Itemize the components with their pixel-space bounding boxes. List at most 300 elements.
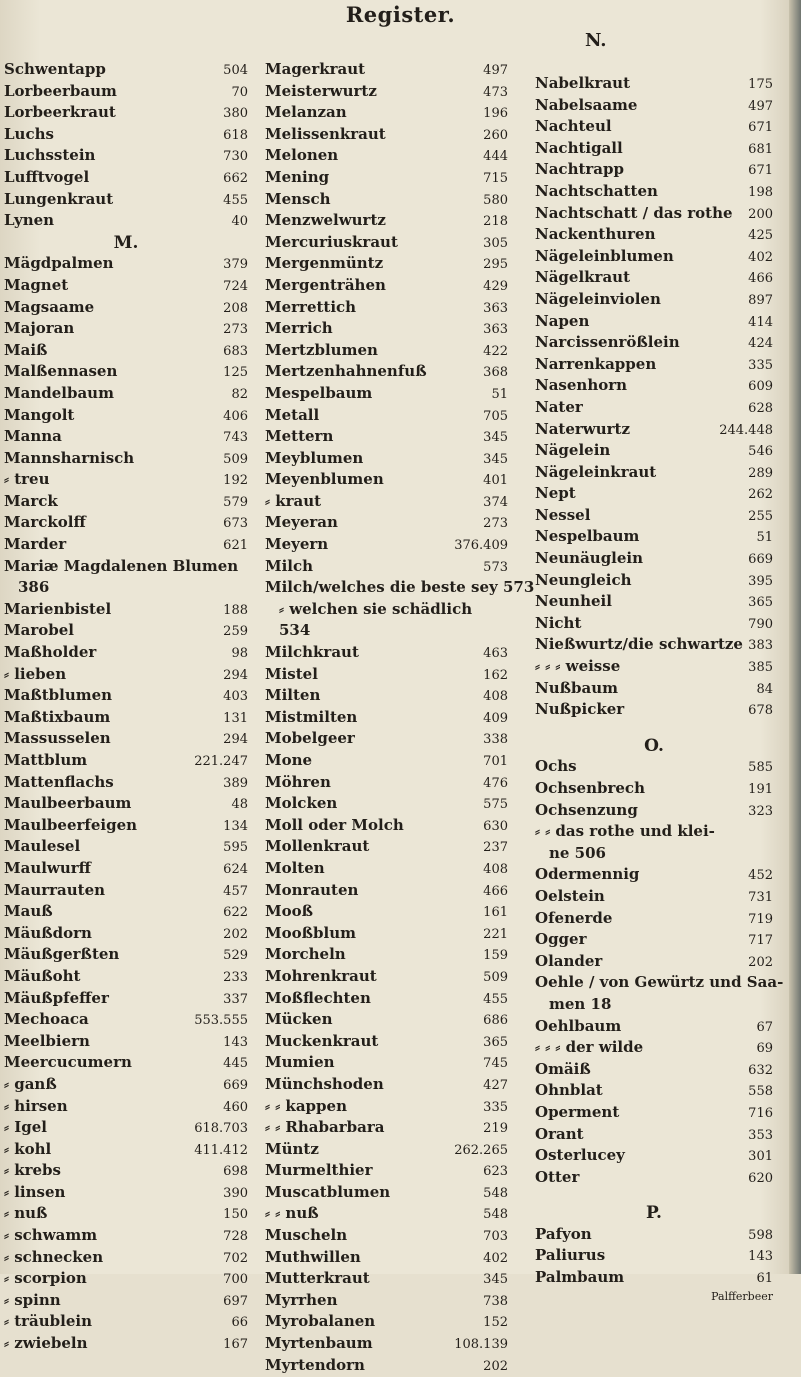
- entry-term: Muckenkraut: [265, 1031, 379, 1050]
- entry-term: Operment: [535, 1102, 620, 1121]
- entry-term: ⸗ linsen: [4, 1182, 66, 1201]
- index-entry: [265, 859, 508, 881]
- entry-page-number: 273: [223, 322, 248, 338]
- index-entry: [535, 117, 773, 139]
- entry-term: Mergenmüntz: [265, 254, 384, 273]
- index-entry: [4, 967, 248, 989]
- index-entry: [4, 60, 248, 82]
- entry-page-number: 395: [748, 573, 773, 589]
- entry-page-number: 429: [483, 278, 508, 294]
- entry-page-number: 457: [223, 883, 248, 899]
- entry-page-number: 48: [231, 797, 248, 813]
- index-entry: [4, 341, 248, 363]
- entry-page-number: 669: [223, 1077, 248, 1093]
- index-entry: [265, 773, 508, 795]
- entry-term: Lynen: [4, 211, 55, 230]
- entry-text: ⸗ welchen sie schädlich: [279, 599, 473, 618]
- index-entry: [265, 578, 535, 600]
- entry-term: Palmbaum: [535, 1268, 625, 1287]
- entry-term: ⸗ kraut: [265, 491, 322, 510]
- entry-term: Ochs: [535, 757, 577, 776]
- index-entry: [535, 1125, 773, 1147]
- index-entry: [265, 967, 508, 989]
- entry-text: Palfferbeer: [711, 1289, 773, 1303]
- index-entry: [535, 1168, 773, 1190]
- entry-page-number: 632: [748, 1062, 773, 1078]
- entry-page-number: 143: [748, 1249, 773, 1265]
- entry-page-number: 698: [223, 1164, 248, 1180]
- entry-term: Muscheln: [265, 1226, 348, 1245]
- index-entry: [4, 729, 248, 751]
- entry-page-number: 69: [756, 1041, 773, 1057]
- entry-term: Mertzblumen: [265, 340, 378, 359]
- index-entry: [4, 600, 248, 622]
- entry-term: Merrich: [265, 319, 333, 338]
- index-entry: [265, 103, 508, 125]
- index-entry: [265, 1269, 508, 1291]
- index-entry: [535, 1060, 773, 1082]
- entry-term: Molten: [265, 858, 325, 877]
- entry-term: Maßtixbaum: [4, 707, 111, 726]
- entry-term: Mumien: [265, 1053, 335, 1072]
- entry-page-number: 671: [748, 163, 773, 179]
- entry-page-number: 376.409: [454, 538, 508, 554]
- entry-page-number: 202: [748, 954, 773, 970]
- entry-term: Ofenerde: [535, 908, 613, 927]
- index-entry: [265, 643, 508, 665]
- entry-term: Müntz: [265, 1139, 319, 1158]
- entry-page-number: 295: [483, 257, 508, 273]
- entry-term: Nasenhorn: [535, 376, 628, 395]
- entry-page-number: 476: [483, 775, 508, 791]
- entry-page-number: 202: [223, 926, 248, 942]
- index-entry: [4, 945, 248, 967]
- entry-page-number: 51: [756, 530, 773, 546]
- entry-term: Olander: [535, 951, 603, 970]
- entry-term: Nabelsaame: [535, 95, 638, 114]
- index-column-2: [265, 60, 535, 1377]
- index-entry: [4, 470, 248, 492]
- entry-page-number: 192: [223, 473, 248, 489]
- index-entry: [4, 1334, 248, 1356]
- entry-term: Lufftvogel: [4, 167, 90, 186]
- entry-page-number: 455: [223, 192, 248, 208]
- index-entry: [535, 801, 773, 823]
- entry-term: Maulbeerbaum: [4, 794, 132, 813]
- entry-term: Melonen: [265, 146, 339, 165]
- entry-term: Nießwurtz/die schwartze: [535, 635, 743, 654]
- entry-term: Mägdpalmen: [4, 254, 114, 273]
- entry-page-number: 669: [748, 552, 773, 568]
- entry-term: Mooßblum: [265, 923, 356, 942]
- entry-text: 534: [279, 621, 311, 640]
- entry-page-number: 702: [223, 1250, 248, 1266]
- entry-term: ⸗ lieben: [4, 664, 67, 683]
- entry-text: men 18: [549, 994, 612, 1013]
- entry-term: Nept: [535, 484, 576, 503]
- index-entry: [265, 1053, 508, 1075]
- entry-page-number: 150: [223, 1207, 248, 1223]
- index-entry: [265, 1226, 508, 1248]
- entry-page-number: 681: [748, 141, 773, 157]
- index-entry: [265, 1204, 508, 1226]
- index-entry: [4, 1032, 248, 1054]
- entry-term: Mone: [265, 751, 313, 769]
- entry-page-number: 738: [483, 1293, 508, 1309]
- index-entry: [535, 865, 773, 887]
- index-entry: [535, 1146, 773, 1168]
- entry-page-number: 509: [223, 451, 248, 467]
- index-entry: [535, 74, 773, 96]
- entry-page-number: 84: [756, 681, 773, 697]
- entry-term: ⸗ scorpion: [4, 1269, 87, 1288]
- entry-page-number: 167: [223, 1337, 248, 1353]
- entry-page-number: 686: [483, 1013, 508, 1029]
- entry-term: ⸗ kohl: [4, 1139, 52, 1158]
- index-entry: [4, 427, 248, 449]
- entry-term: Magsaame: [4, 297, 95, 316]
- index-entry: [4, 837, 248, 859]
- index-entry: [535, 822, 773, 844]
- index-entry: [265, 1183, 508, 1205]
- entry-page-number: 529: [223, 948, 248, 964]
- page-edge: [789, 0, 801, 1274]
- entry-page-number: 221.247: [194, 754, 248, 769]
- entry-term: Lorbeerbaum: [4, 81, 117, 100]
- entry-term: Milten: [265, 686, 321, 705]
- index-entry: [4, 1140, 248, 1162]
- entry-page-number: 573: [483, 559, 508, 575]
- entry-page-number: 70: [231, 84, 248, 100]
- entry-page-number: 125: [223, 365, 248, 381]
- index-column-1: [4, 60, 248, 1356]
- entry-term: Milchkraut: [265, 643, 359, 662]
- entry-term: Neungleich: [535, 570, 632, 589]
- entry-term: Metall: [265, 405, 320, 424]
- index-entry: [535, 1103, 773, 1125]
- index-entry: [535, 779, 773, 801]
- entry-continuation: [265, 600, 508, 622]
- entry-page-number: 724: [223, 278, 248, 294]
- entry-term: Maulbeerfeigen: [4, 815, 138, 834]
- index-entry: [265, 729, 508, 751]
- entry-page-number: 363: [483, 322, 508, 338]
- index-entry: [4, 881, 248, 903]
- entry-page-number: 66: [231, 1315, 248, 1331]
- index-entry: [535, 463, 773, 485]
- entry-page-number: 409: [483, 710, 508, 726]
- entry-term: ⸗ ⸗ kappen: [265, 1096, 347, 1115]
- entry-term: Meisterwurtz: [265, 81, 377, 100]
- entry-page-number: 162: [483, 667, 508, 683]
- entry-page-number: 244.448: [719, 422, 773, 438]
- index-entry: [265, 406, 508, 428]
- index-entry: [4, 1226, 248, 1248]
- spacer: [535, 1189, 773, 1203]
- entry-page-number: 463: [483, 646, 508, 662]
- index-entry: [4, 449, 248, 471]
- entry-term: Mandelbaum: [4, 383, 114, 402]
- entry-term: ⸗ ⸗ Rhabarbara: [265, 1118, 385, 1137]
- entry-page-number: 403: [223, 689, 248, 705]
- entry-term: Mohrenkraut: [265, 966, 377, 985]
- entry-page-number: 425: [748, 228, 773, 244]
- index-entry: [265, 1032, 508, 1054]
- index-entry: [4, 492, 248, 514]
- index-entry: [4, 1097, 248, 1119]
- index-entry: [4, 773, 248, 795]
- entry-page-number: 363: [483, 300, 508, 316]
- entry-page-number: 671: [748, 120, 773, 136]
- index-entry: [535, 1038, 773, 1060]
- entry-page-number: 728: [223, 1229, 248, 1245]
- entry-page-number: 365: [748, 595, 773, 611]
- entry-term: Maulesel: [4, 837, 81, 856]
- entry-page-number: 546: [748, 444, 773, 460]
- index-entry: [4, 686, 248, 708]
- entry-term: Narcissenrößlein: [535, 333, 680, 352]
- column-letter: N.: [585, 30, 607, 51]
- index-entry: [265, 989, 508, 1011]
- entry-page-number: 411.412: [194, 1142, 248, 1158]
- entry-term: Meelbiern: [4, 1031, 90, 1050]
- entry-page-number: 745: [483, 1056, 508, 1072]
- entry-page-number: 353: [748, 1127, 773, 1143]
- entry-page-number: 198: [748, 184, 773, 200]
- index-entry: [4, 665, 248, 687]
- entry-term: Mistmilten: [265, 707, 358, 726]
- entry-term: Nägeleinkraut: [535, 462, 657, 481]
- index-entry: [4, 557, 248, 579]
- entry-page-number: 497: [748, 98, 773, 114]
- entry-term: Napen: [535, 311, 590, 330]
- index-entry: [535, 333, 773, 355]
- entry-page-number: 509: [483, 969, 508, 985]
- index-entry: [265, 1161, 508, 1183]
- index-entry: [4, 1183, 248, 1205]
- entry-page-number: 424: [748, 336, 773, 352]
- entry-page-number: 504: [223, 63, 248, 78]
- entry-term: Majoran: [4, 319, 75, 338]
- entry-page-number: 368: [483, 365, 508, 381]
- entry-term: Omäiß: [535, 1059, 591, 1078]
- entry-term: Nater: [535, 397, 583, 416]
- entry-page-number: 628: [748, 400, 773, 416]
- entry-page-number: 175: [748, 77, 773, 92]
- index-entry: [265, 341, 508, 363]
- entry-term: Maßholder: [4, 643, 97, 662]
- index-entry: [535, 1081, 773, 1103]
- index-entry: [4, 859, 248, 881]
- entry-page-number: 131: [223, 710, 248, 726]
- entry-term: ⸗ ⸗ ⸗ der wilde: [535, 1038, 644, 1057]
- entry-term: Münchshoden: [265, 1074, 384, 1093]
- entry-term: Nachtigall: [535, 138, 623, 157]
- entry-page-number: 335: [748, 357, 773, 373]
- entry-page-number: 460: [223, 1099, 248, 1115]
- entry-term: Marobel: [4, 621, 74, 640]
- index-entry: [535, 952, 773, 974]
- index-entry: [535, 549, 773, 571]
- index-entry: [535, 312, 773, 334]
- index-entry: [265, 708, 508, 730]
- entry-term: Mannsharnisch: [4, 448, 135, 467]
- index-entry: [535, 657, 773, 679]
- index-entry: [265, 362, 508, 384]
- entry-term: ⸗ treu: [4, 470, 50, 489]
- index-entry: [265, 254, 508, 276]
- index-entry: [535, 268, 773, 290]
- entry-term: Mattenflachs: [4, 772, 114, 791]
- entry-term: Nicht: [535, 613, 582, 632]
- entry-term: Nußpicker: [535, 700, 625, 719]
- entry-term: Naterwurtz: [535, 419, 630, 438]
- index-entry: [535, 420, 773, 442]
- entry-page-number: 191: [748, 782, 773, 797]
- entry-page-number: 595: [223, 840, 248, 856]
- entry-term: Oehlbaum: [535, 1016, 622, 1035]
- index-entry: [4, 1312, 248, 1334]
- entry-term: Odermennig: [535, 865, 640, 884]
- entry-page-number: 466: [748, 271, 773, 287]
- entry-term: Myrtenbaum: [265, 1334, 373, 1353]
- entry-page-number: 497: [483, 63, 508, 78]
- entry-term: Marienbistel: [4, 599, 112, 618]
- entry-term: Mergenträhen: [265, 275, 386, 294]
- index-entry: [265, 1291, 508, 1313]
- entry-page-number: 715: [483, 170, 508, 186]
- entry-page-number: 402: [483, 1250, 508, 1266]
- entry-text: 386: [18, 578, 50, 597]
- index-entry: [265, 168, 508, 190]
- entry-page-number: 585: [748, 760, 773, 776]
- entry-term: Myrrhen: [265, 1290, 338, 1309]
- entry-term: Myrobalanen: [265, 1312, 376, 1331]
- entry-term: Nachtschatt / das rothe: [535, 203, 733, 222]
- index-entry: [535, 1225, 773, 1247]
- index-entry: [265, 1356, 508, 1377]
- entry-term: ⸗ krebs: [4, 1161, 61, 1180]
- entry-term: Nachtrapp: [535, 160, 624, 179]
- entry-page-number: 345: [483, 1272, 508, 1288]
- entry-term: Narrenkappen: [535, 354, 657, 373]
- entry-term: Mollenkraut: [265, 837, 370, 856]
- index-entry: [4, 1053, 248, 1075]
- entry-term: Maurrauten: [4, 880, 106, 899]
- index-entry: [4, 513, 248, 535]
- entry-term: Molcken: [265, 794, 338, 813]
- index-entry: [4, 168, 248, 190]
- entry-page-number: 365: [483, 1034, 508, 1050]
- entry-page-number: 305: [483, 235, 508, 251]
- entry-page-number: 697: [223, 1293, 248, 1309]
- entry-page-number: 427: [483, 1077, 508, 1093]
- index-entry: [535, 96, 773, 118]
- index-entry: [4, 924, 248, 946]
- entry-page-number: 466: [483, 883, 508, 899]
- entry-term: Schwentapp: [4, 60, 106, 78]
- entry-page-number: 188: [223, 602, 248, 618]
- index-entry: [535, 441, 773, 463]
- section-heading: [4, 233, 248, 255]
- entry-page-number: 262: [748, 487, 773, 503]
- entry-term: Otter: [535, 1167, 580, 1186]
- index-entry: [4, 1269, 248, 1291]
- entry-page-number: 621: [223, 538, 248, 554]
- entry-term: ⸗ spinn: [4, 1290, 61, 1309]
- index-entry: [265, 82, 508, 104]
- entry-page-number: 152: [483, 1315, 508, 1331]
- index-entry: [4, 643, 248, 665]
- index-entry: [265, 513, 508, 535]
- entry-page-number: 609: [748, 379, 773, 395]
- entry-term: Myrtendorn: [265, 1355, 365, 1374]
- section-letter: M.: [113, 232, 139, 253]
- entry-page-number: 673: [223, 516, 248, 532]
- entry-page-number: 402: [748, 249, 773, 265]
- entry-page-number: 82: [231, 386, 248, 402]
- entry-term: Mutterkraut: [265, 1269, 370, 1288]
- entry-term: Massusselen: [4, 729, 111, 748]
- entry-page-number: 374: [483, 494, 508, 510]
- index-entry: [4, 211, 248, 233]
- entry-page-number: 380: [223, 106, 248, 122]
- entry-page-number: 598: [748, 1227, 773, 1243]
- index-entry: [4, 406, 248, 428]
- entry-page-number: 716: [748, 1105, 773, 1121]
- entry-page-number: 731: [748, 889, 773, 905]
- entry-page-number: 335: [483, 1099, 508, 1115]
- entry-page-number: 579: [223, 494, 248, 510]
- entry-page-number: 262.265: [454, 1142, 508, 1158]
- index-entry: [4, 794, 248, 816]
- entry-term: Muthwillen: [265, 1247, 361, 1266]
- index-entry: [4, 319, 248, 341]
- entry-page-number: 414: [748, 314, 773, 330]
- entry-term: Murmelthier: [265, 1161, 373, 1180]
- entry-term: Mercuriuskraut: [265, 232, 398, 251]
- entry-page-number: 219: [483, 1121, 508, 1137]
- entry-page-number: 237: [483, 840, 508, 856]
- index-entry: [265, 1140, 508, 1162]
- entry-term: ⸗ ⸗ nuß: [265, 1204, 319, 1223]
- entry-page-number: 445: [223, 1056, 248, 1072]
- entry-page-number: 575: [483, 797, 508, 813]
- entry-term: Oelstein: [535, 886, 605, 905]
- entry-page-number: 790: [748, 616, 773, 632]
- index-entry: [535, 484, 773, 506]
- index-entry: [265, 557, 508, 579]
- index-entry: [265, 146, 508, 168]
- entry-term: Mangolt: [4, 405, 75, 424]
- entry-term: Ohnblat: [535, 1081, 603, 1100]
- entry-page-number: 705: [483, 408, 508, 424]
- entry-page-number: 338: [483, 732, 508, 748]
- index-entry: [4, 535, 248, 557]
- entry-term: Mücken: [265, 1010, 333, 1029]
- index-entry: [4, 1204, 248, 1226]
- entry-term: Nachtschatten: [535, 181, 658, 200]
- entry-text: ne 506: [549, 843, 606, 862]
- entry-page-number: 383: [748, 638, 773, 654]
- entry-page-number: 548: [483, 1207, 508, 1223]
- entry-page-number: 337: [223, 991, 248, 1007]
- entry-term: Mattblum: [4, 751, 88, 769]
- index-entry: [265, 881, 508, 903]
- entry-page-number: 218: [483, 214, 508, 230]
- entry-page-number: 273: [483, 516, 508, 532]
- entry-term: Mäußpfeffer: [4, 988, 109, 1007]
